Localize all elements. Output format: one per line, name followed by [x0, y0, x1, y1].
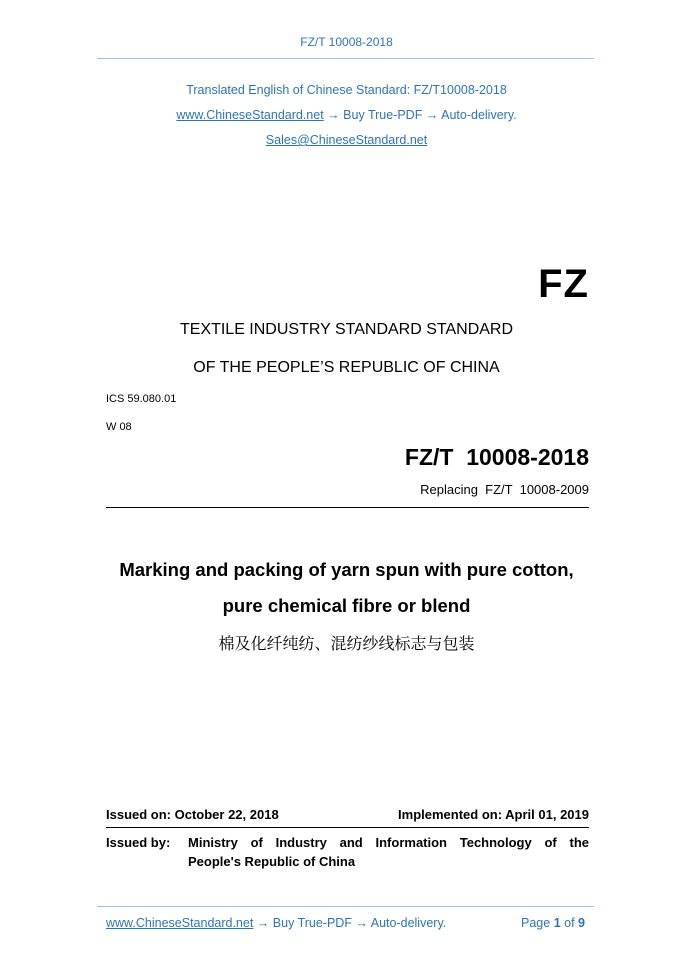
standard-title-line1: TEXTILE INDUSTRY STANDARD STANDARD	[179, 321, 514, 338]
website-link[interactable]: www.ChineseStandard.net	[176, 108, 324, 122]
arrow-right-icon: →	[355, 916, 368, 930]
issuer-line2: People's Republic of China	[188, 854, 356, 869]
classification-code: W 08	[106, 421, 132, 433]
page-total: 9	[578, 916, 585, 930]
dates-divider	[106, 827, 589, 828]
issued-on-date: Issued on: October 22, 2018	[106, 807, 279, 822]
implemented-on-date: Implemented on: April 01, 2019	[398, 807, 589, 822]
arrow-right-icon: →	[256, 916, 270, 930]
footer-website-link[interactable]: www.ChineseStandard.net	[106, 916, 254, 930]
standard-number: FZ/T 10008-2018	[404, 444, 589, 470]
footer-buy-text: Buy True-PDF	[272, 916, 352, 930]
footer-divider	[97, 906, 594, 907]
standard-prefix-logo: FZ	[538, 262, 589, 306]
issuer-line1: Ministry of Industry and Information Technology of the	[188, 835, 589, 850]
page-label: Page	[521, 916, 551, 930]
page-of-label: of	[564, 916, 575, 930]
document-title-line2: pure chemical fibre or blend	[222, 595, 471, 616]
title-divider	[106, 507, 589, 508]
buy-true-pdf-text: Buy True-PDF	[343, 108, 423, 122]
arrow-right-icon: →	[327, 108, 340, 122]
page-indicator	[521, 916, 585, 930]
purchase-line	[0, 108, 693, 122]
standard-title-line2: OF THE PEOPLE’S REPUBLIC OF CHINA	[193, 359, 500, 376]
translation-line: Translated English of Chinese Standard: FZ/T10008-2018	[186, 83, 507, 97]
email-line	[0, 133, 693, 147]
page-current: 1	[553, 916, 561, 930]
document-title-chinese: 棉及化纤纯纺、混纺纱线标志与包装	[218, 634, 475, 653]
header-divider	[97, 58, 594, 59]
footer-delivery-text: Auto-delivery.	[370, 916, 447, 930]
replacing-standard: Replacing FZ/T 10008-2009	[420, 482, 589, 497]
header-doc-code: FZ/T 10008-2018	[300, 35, 393, 49]
auto-delivery-text: Auto-delivery.	[441, 108, 517, 122]
footer-purchase-line	[106, 916, 446, 930]
issued-by-label: Issued by:	[106, 835, 171, 850]
sales-email-link[interactable]: Sales@ChineseStandard.net	[265, 133, 428, 147]
ics-code: ICS 59.080.01	[106, 393, 177, 405]
document-title-line1: Marking and packing of yarn spun with pure cotton,	[119, 559, 574, 580]
arrow-right-icon: →	[425, 108, 439, 122]
